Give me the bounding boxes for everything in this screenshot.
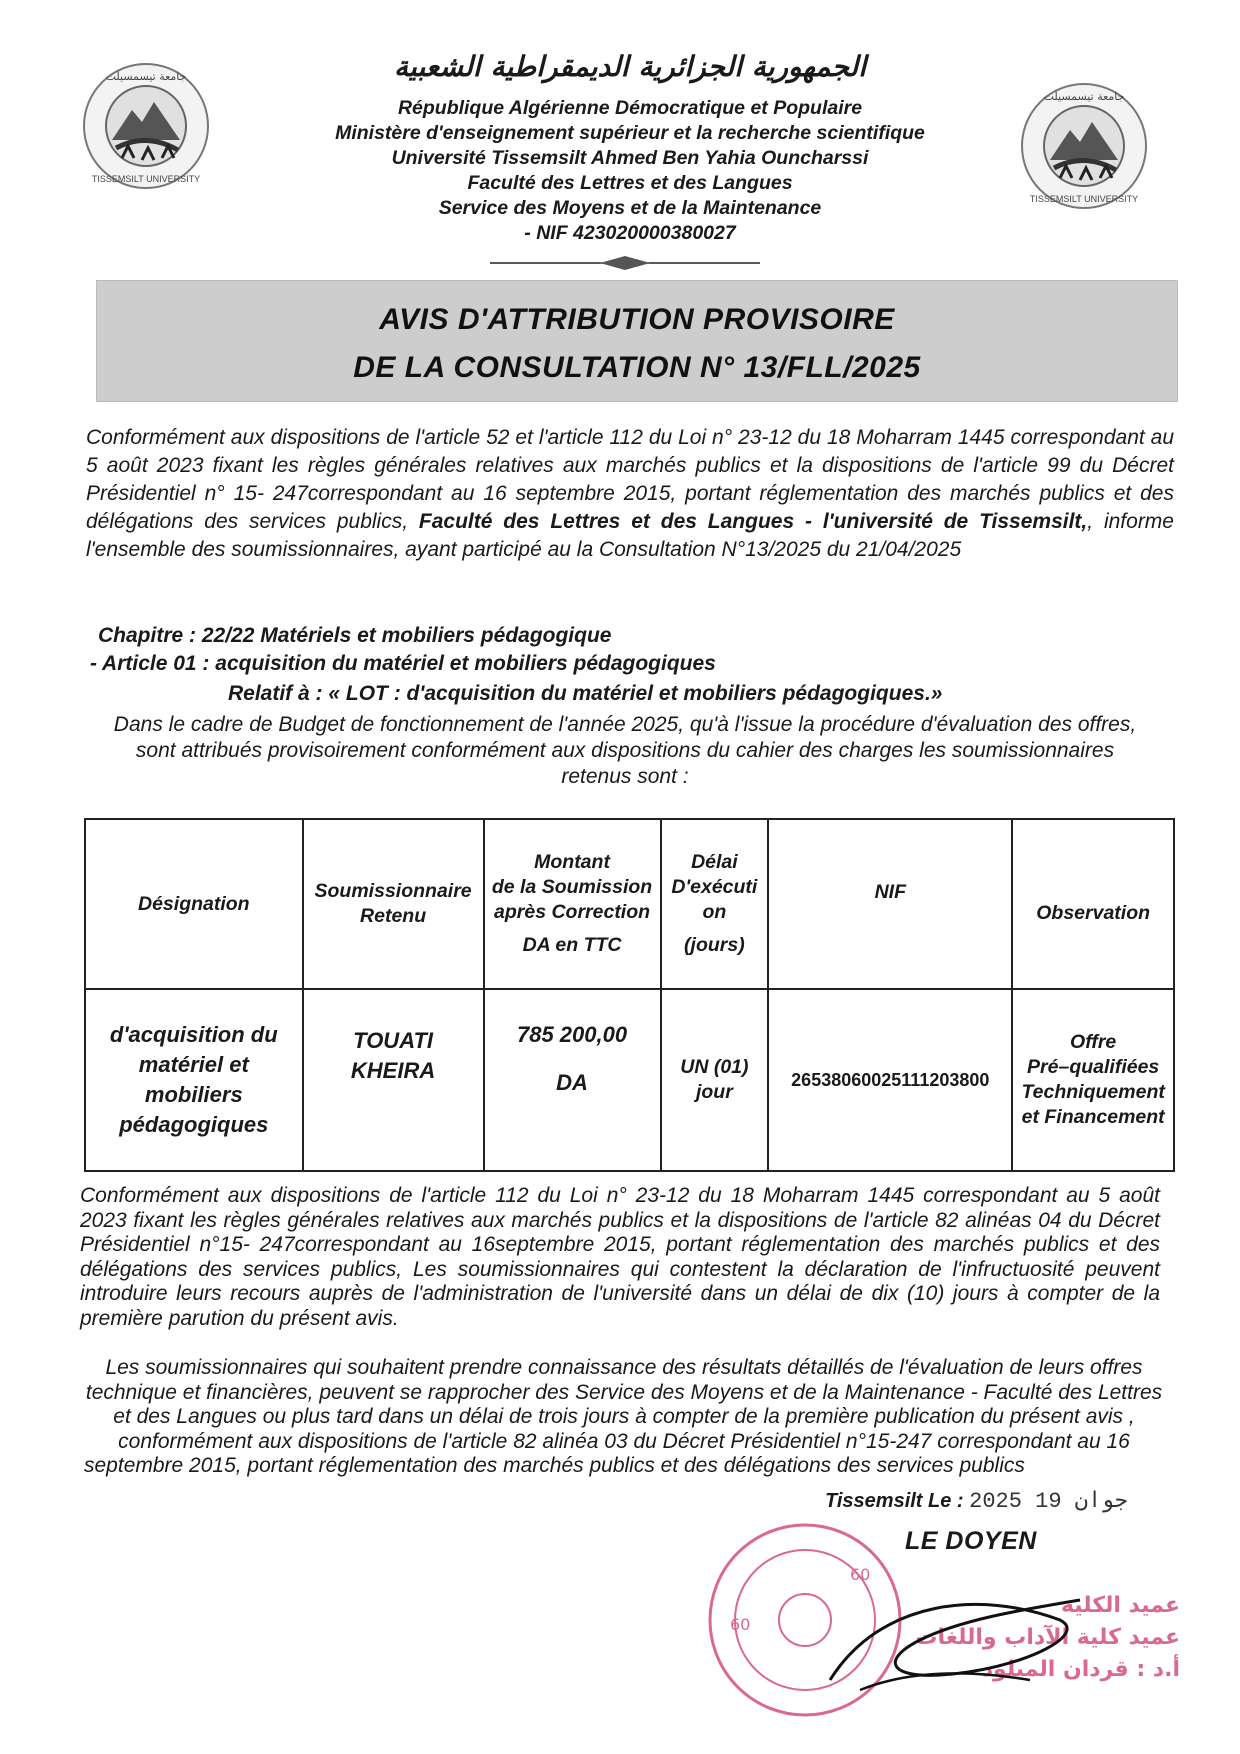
intro-text-bold: Faculté des Lettres et des Langues - l'université de Tissemsilt, bbox=[418, 510, 1088, 533]
budget-paragraph: Dans le cadre de Budget de fonctionnement de l'année 2025, qu'à l'issue la procédure d'évaluation des offres, sont attribués provisoirement conformément aux dispositions du cahier des charges les soumissionnaires retenus sont : bbox=[113, 713, 1137, 788]
signatory-role: LE DOYEN bbox=[905, 1527, 1037, 1555]
article-line: - Article 01 : acquisition du matériel et mobiliers pédagogiques bbox=[90, 652, 716, 675]
university-logo-left bbox=[82, 62, 210, 190]
cell-delai: UN (01) jour bbox=[661, 989, 769, 1171]
notice-title-line2: DE LA CONSULTATION N° 13/FLL/2025 bbox=[353, 351, 921, 384]
header-separator bbox=[490, 256, 760, 270]
intro-text-b: , informe l'ensemble des soumissionnaires, ayant participé au la Consultation N°13/2025 du 21/04/2025 bbox=[86, 510, 1174, 561]
cell-montant: 785 200,00 DA bbox=[484, 989, 661, 1171]
header-montant: Montant de la Soumission après Correction DA en TTC bbox=[484, 819, 661, 989]
header-line: - NIF 423020000380027 bbox=[524, 222, 736, 244]
chapter-line: Chapitre : 22/22 Matériels et mobiliers pédagogique bbox=[98, 624, 612, 647]
handwritten-signature bbox=[820, 1580, 1110, 1710]
arabic-republic-title: الجمهورية الجزائرية الديمقراطية الشعبية bbox=[393, 50, 866, 83]
cell-soumissionnaire: TOUATI KHEIRA bbox=[303, 989, 484, 1171]
header-line: Faculté des Lettres et des Langues bbox=[467, 172, 793, 194]
svg-text:TISSEMSILT UNIVERSITY: TISSEMSILT UNIVERSITY bbox=[91, 174, 201, 184]
place-label: Tissemsilt Le : bbox=[825, 1490, 964, 1512]
svg-text:60: 60 bbox=[730, 1615, 751, 1634]
svg-text:جامعة تيسمسيلت: جامعة تيسمسيلت bbox=[1043, 90, 1125, 103]
institution-header bbox=[290, 96, 970, 246]
cell-designation: d'acquisition du matériel et mobiliers pédagogiques bbox=[85, 989, 303, 1171]
cell-nif: 26538060025111203800 bbox=[768, 989, 1012, 1171]
header-designation: Désignation bbox=[85, 819, 303, 989]
table-header-row bbox=[85, 819, 1174, 989]
intro-paragraph bbox=[86, 424, 1174, 564]
notice-title-box bbox=[96, 280, 1178, 402]
header-nif: NIF bbox=[768, 819, 1012, 989]
header-delai: Délai D'exécuti on (jours) bbox=[661, 819, 769, 989]
cell-observation: Offre Pré–qualifiées Techniquement et Financement bbox=[1012, 989, 1174, 1171]
header-line: Université Tissemsilt Ahmed Ben Yahia Ouncharssi bbox=[391, 147, 869, 169]
header-soumissionnaire: Soumissionnaire Retenu bbox=[303, 819, 484, 989]
table-row bbox=[85, 989, 1174, 1171]
header-observation: Observation bbox=[1012, 819, 1174, 989]
intro-text-a: Conformément aux dispositions de l'article 52 et l'article 112 du Loi n° 23-12 du 18 Moharram 1445 correspondant au 5 août 2023 fixant les règles générales relatives aux marchés publics et la dispositions de l'article 99 du Décret Présidentiel n° 15- 247correspondant au 16 septembre 2015, portant réglementation des marchés publics et des délégations des services publics, bbox=[86, 426, 1174, 533]
svg-text:60: 60 bbox=[850, 1565, 871, 1584]
signature-date bbox=[825, 1488, 1128, 1514]
svg-text:جامعة تيسمسيلت: جامعة تيسمسيلت bbox=[105, 70, 187, 83]
header-line: Service des Moyens et de la Maintenance bbox=[438, 197, 822, 219]
notice-title-line1: AVIS D'ATTRIBUTION PROVISOIRE bbox=[379, 303, 895, 336]
header-line: Ministère d'enseignement supérieur et la recherche scientifique bbox=[335, 122, 925, 144]
relatif-line: Relatif à : « LOT : d'acquisition du matériel et mobiliers pédagogiques.» bbox=[228, 682, 943, 705]
information-paragraph: Les soumissionnaires qui souhaitent prendre connaissance des résultats détaillés de l'évaluation de leurs offres technique et financières, peuvent se rapprocher des Service des Moyens et de la Maintenance - Faculté des Lettres et des Langues ou plus tard dans un délai de trois jours à compter de la première publication du présent avis , conformément aux dispositions de l'article 82 alinéa 03 du Décret Présidentiel n°15-247 correspondant au 16 septembre 2015, portant réglementation des marchés publics et des délégations des services publics bbox=[84, 1356, 1163, 1477]
header-line: République Algérienne Démocratique et Populaire bbox=[397, 97, 863, 119]
svg-text:TISSEMSILT UNIVERSITY: TISSEMSILT UNIVERSITY bbox=[1029, 194, 1139, 204]
recours-paragraph: Conformément aux dispositions de l'article 112 du Loi n° 23-12 du 18 Moharram 1445 correspondant au 5 août 2023 fixant les règles générales relatives aux marchés publics et la dispositions de l'article 82 alinéas 04 du Décret Présidentiel n°15- 247correspondant au 16septembre 2015, portant réglementation des marchés publics et des délégations des services publics, Les soumissionnaires qui contestent la déclaration de l'infructuosité peuvent introduire leurs recours auprès de l'administration de l'université dans un délai de dix (10) jours à compter de la première parution du présent avis. bbox=[80, 1184, 1160, 1330]
dean-stamp: عميد الكلية عميد كلية الآداب واللغات أ.د : قردان الميلود bbox=[915, 1593, 1180, 1682]
university-logo-right bbox=[1020, 82, 1148, 210]
award-table bbox=[84, 818, 1175, 1172]
handwritten-date: 2025 جوان 19 bbox=[969, 1489, 1128, 1514]
